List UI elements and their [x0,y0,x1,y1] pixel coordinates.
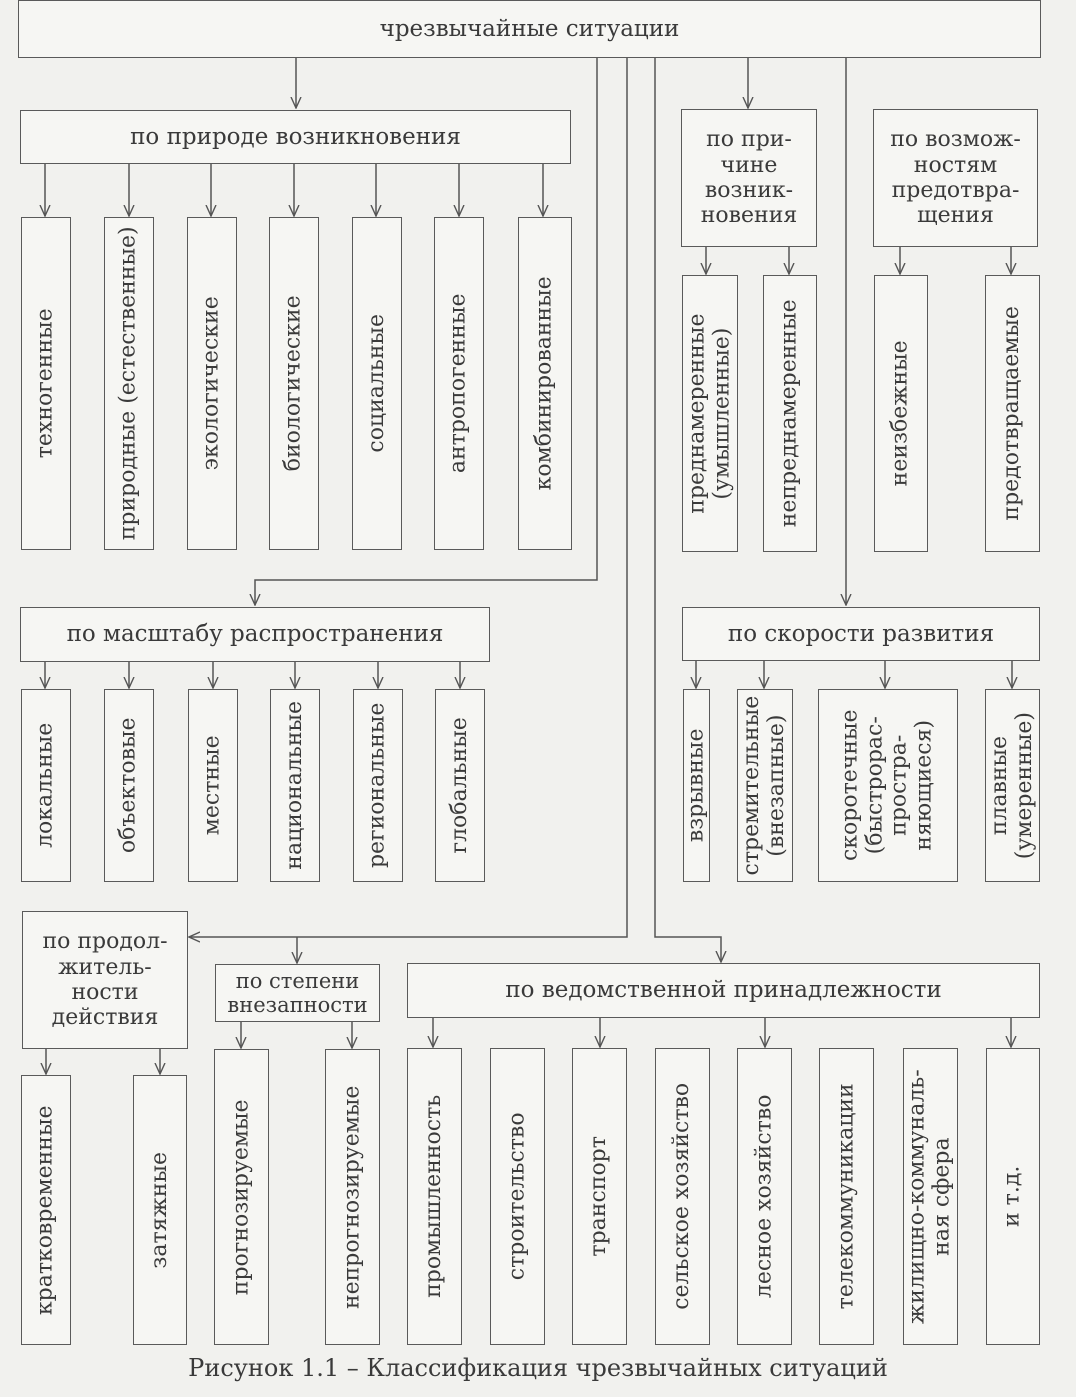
leaf-label: местные [199,735,225,836]
cause-leaf [682,275,738,552]
duration-header [22,911,188,1049]
prevention-leaf [985,275,1040,552]
figure-caption: Рисунок 1.1 – Классификация чрезвычайных ситуаций [188,1354,888,1382]
leaf-label: телекоммуникации [833,1083,859,1310]
leaf-label: промышленность [421,1094,447,1299]
department-leaf [903,1048,958,1345]
department-leaf [737,1048,792,1345]
origin-leaf [518,217,572,550]
leaf-label: и т.д. [999,1165,1025,1228]
leaf-label: биологические [280,295,306,472]
department-title: по ведомственной принадлежности [505,977,942,1004]
scale-leaf [270,689,320,882]
leaf-label: жилищно-коммуналь- ная сфера [904,1069,955,1324]
leaf-label: неизбежные [887,340,913,487]
leaf-label: сельское хозяйство [669,1083,695,1310]
leaf-label: комбинированные [531,276,557,491]
cause-header [681,109,817,247]
department-leaf [490,1048,545,1345]
scale-leaf [435,689,485,882]
department-leaf [655,1048,710,1345]
prevention-header [873,109,1038,247]
root-node [18,0,1041,58]
speed-header [682,607,1040,661]
leaf-label: лесное хозяйство [751,1094,777,1299]
suddenness-title: по степени внезапности [227,968,368,1017]
leaf-label: предотвращаемые [999,306,1025,521]
leaf-label: экологические [198,296,224,471]
leaf-label: непреднамеренные [776,299,802,528]
leaf-label: антропогенные [445,293,471,474]
scale-leaf [104,689,154,882]
suddenness-leaf [214,1049,269,1345]
speed-leaf [683,689,710,882]
leaf-label: непрогнозируемые [339,1085,365,1309]
leaf-label: объектовые [115,717,141,854]
duration-leaf [21,1075,71,1345]
leaf-label: взрывные [683,728,709,843]
leaf-label: локальные [32,722,58,849]
origin-leaf [434,217,484,550]
leaf-label: транспорт [586,1136,612,1257]
leaf-label: кратковременные [32,1105,58,1315]
scale-leaf [21,689,71,882]
leaf-label: глобальные [446,717,472,854]
origin-leaf [187,217,237,550]
leaf-label: национальные [281,701,307,870]
origin-leaf [21,217,71,550]
speed-leaf [985,689,1040,882]
prevention-leaf [874,275,928,552]
leaf-label: скоротечные (быстрорас- простра- няющиеся) [837,709,937,862]
leaf-label: стремительные (внезапные) [739,695,789,876]
cause-leaf [763,275,817,552]
speed-leaf [737,689,793,882]
department-leaf [572,1048,627,1345]
suddenness-leaf [325,1049,380,1345]
department-leaf [986,1048,1040,1345]
scale-header [20,607,490,662]
leaf-label: плавные (умеренные) [986,711,1037,860]
leaf-label: затяжные [146,1151,172,1269]
scale-title: по масштабу распространения [66,621,444,648]
leaf-label: прогнозируемые [228,1099,254,1295]
origin-leaf [269,217,319,550]
leaf-label: строительство [504,1112,530,1281]
prevention-title: по возмож- ностям предотвра- щения [890,127,1021,229]
duration-leaf [133,1075,187,1345]
origin-title: по природе возникновения [130,123,461,150]
root-label: чрезвычайные ситуации [379,15,680,42]
suddenness-header [215,964,380,1022]
leaf-label: природные (естественные) [115,226,141,541]
origin-header [20,110,571,164]
leaf-label: техногенные [32,308,58,459]
origin-leaf [352,217,402,550]
speed-leaf [818,689,958,882]
department-leaf [407,1048,462,1345]
duration-title: по продол- житель- ности действия [42,929,168,1031]
leaf-label: региональные [364,702,390,869]
cause-title: по при- чине возник- новения [700,127,798,229]
origin-leaf [104,217,154,550]
leaf-label: преднамеренные (умышленные) [684,313,734,514]
scale-leaf [188,689,238,882]
speed-title: по скорости развития [727,620,995,647]
department-header [407,963,1040,1018]
department-leaf [819,1048,874,1345]
leaf-label: социальные [363,314,389,453]
scale-leaf [353,689,403,882]
